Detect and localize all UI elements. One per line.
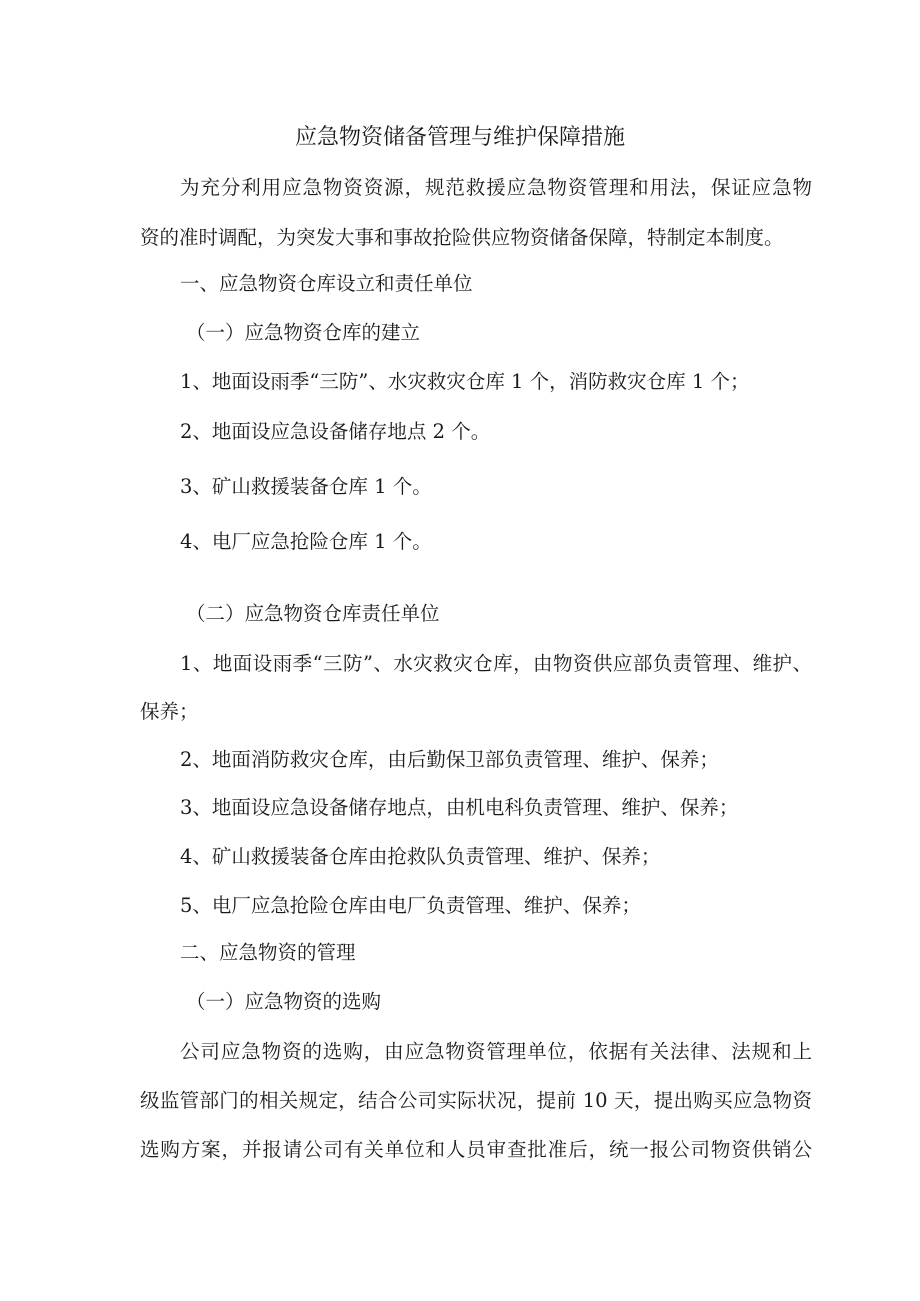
list-item: 3、地面设应急设备储存地点，由机电科负责管理、维护、保养； — [180, 796, 739, 819]
document-title: 应急物资储备管理与维护保障措施 — [294, 125, 625, 150]
paragraph-line-1: 公司应急物资的选购，由应急物资管理单位，依据有关法律、法规和上 — [180, 1040, 812, 1063]
section1-heading: 一、应急物资仓库设立和责任单位 — [180, 272, 473, 295]
section2-heading: 二、应急物资的管理 — [180, 941, 356, 964]
section1-sub2-heading: （二）应急物资仓库责任单位 — [186, 602, 440, 625]
list-item: 2、地面设应急设备储存地点 2 个。 — [180, 420, 491, 443]
list-item: 5、电厂应急抢险仓库由电厂负责管理、维护、保养； — [180, 894, 641, 917]
intro-line-1: 为充分利用应急物资资源，规范救援应急物资管理和用法，保证应急物 — [180, 176, 812, 199]
section1-sub1-heading: （一）应急物资仓库的建立 — [186, 321, 421, 344]
paragraph-line-3: 选购方案，并报请公司有关单位和人员审查批准后，统一报公司物资供销公 — [140, 1138, 812, 1161]
list-item: 3、矿山救援装备仓库 1 个。 — [180, 475, 432, 498]
list-item: 4、矿山救援装备仓库由抢救队负责管理、维护、保养； — [180, 845, 661, 868]
section2-sub1-heading: （一）应急物资的选购 — [186, 990, 382, 1013]
list-item: 2、地面消防救灾仓库，由后勤保卫部负责管理、维护、保养； — [180, 748, 719, 771]
list-item: 4、电厂应急抢险仓库 1 个。 — [180, 530, 432, 553]
list-item-line-1: 1、地面设雨季“三防”、水灾救灾仓库，由物资供应部负责管理、维护、 — [180, 652, 812, 675]
paragraph-line-2: 级监管部门的相关规定，结合公司实际状况，提前 10 天，提出购买应急物资 — [140, 1089, 812, 1112]
list-item: 1、地面设雨季“三防”、水灾救灾仓库 1 个，消防救灾仓库 1 个； — [180, 370, 750, 393]
list-item-line-2: 保养； — [140, 700, 199, 723]
intro-line-2: 资的准时调配，为突发大事和事故抢险供应物资储备保障，特制定本制度。 — [140, 226, 784, 249]
